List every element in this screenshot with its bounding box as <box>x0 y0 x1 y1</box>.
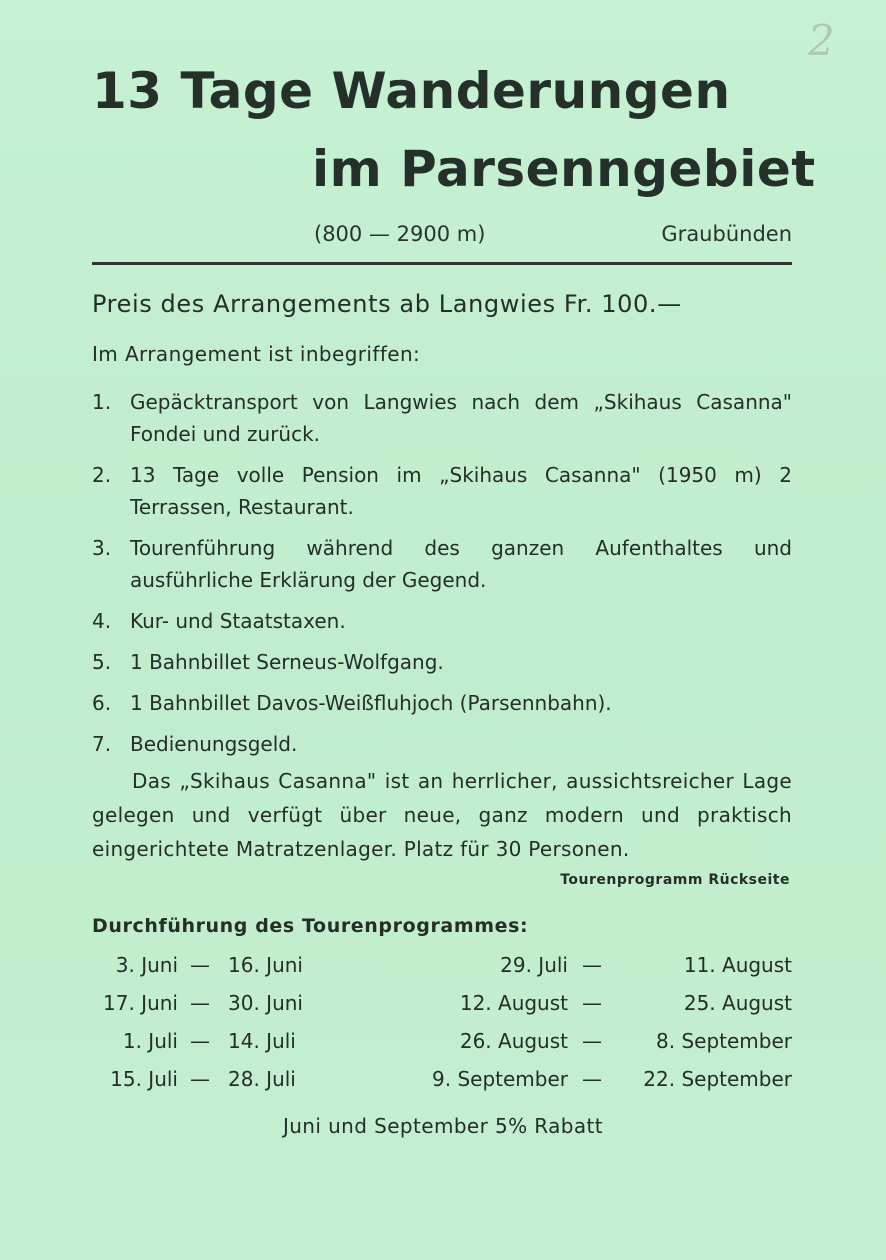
list-item <box>92 459 792 523</box>
price-line: Preis des Arrangements ab Langwies Fr. 100.— <box>92 290 682 318</box>
period-start: 26. August <box>459 1029 568 1053</box>
item-text: Gepäcktransport von Langwies nach dem „Skihaus Casanna" Fondei und zurück. <box>130 390 792 446</box>
item-text: Bedienungsgeld. <box>130 732 298 756</box>
dash: — <box>582 953 602 977</box>
period-end: 11. August <box>683 953 792 977</box>
altitude-range: (800 — 2900 m) <box>314 222 486 246</box>
period-start: 17. Juni <box>103 991 178 1015</box>
period-end: 25. August <box>683 991 792 1015</box>
list-item <box>92 386 792 450</box>
item-number: 3. <box>92 536 112 560</box>
list-item <box>92 605 792 637</box>
item-number: 1. <box>92 390 112 414</box>
dash: — <box>582 1067 602 1091</box>
schedule-row <box>92 1067 792 1105</box>
discount-note: Juni und September 5% Rabatt <box>282 1114 604 1138</box>
list-item <box>92 728 792 760</box>
list-item <box>92 532 792 596</box>
description-paragraph: Das „Skihaus Casanna" ist an herrlicher, aussichtsreicher Lage gelegen und verfügt über neue, ganz modern und praktisch eingerichtete Matratzenlager. Platz für 30 Personen. <box>92 769 792 861</box>
title-line-1: 13 Tage Wanderungen <box>92 62 731 120</box>
schedule-row <box>92 991 792 1029</box>
pencil-page-mark: 2 <box>808 16 835 65</box>
period-end: 14. Juli <box>228 1029 296 1053</box>
schedule-row <box>92 1029 792 1067</box>
title-line-2: im Parsenngebiet <box>312 140 816 198</box>
dash: — <box>190 1029 210 1053</box>
region-label: Graubünden <box>661 222 792 246</box>
period-start: 15. Juli <box>110 1067 178 1091</box>
period-end: 30. Juni <box>228 991 303 1015</box>
item-number: 2. <box>92 463 112 487</box>
period-start: 29. Juli <box>500 953 568 977</box>
schedule-table <box>92 953 792 1105</box>
period-end: 22. September <box>643 1067 792 1091</box>
item-text: 1 Bahnbillet Davos-Weißfluhjoch (Parsennbahn). <box>130 691 612 715</box>
dash: — <box>190 991 210 1015</box>
item-number: 5. <box>92 650 112 674</box>
item-number: 4. <box>92 609 112 633</box>
schedule-row <box>92 953 792 991</box>
item-text: 1 Bahnbillet Serneus-Wolfgang. <box>130 650 444 674</box>
list-item <box>92 646 792 678</box>
dash: — <box>582 1029 602 1053</box>
item-number: 6. <box>92 691 112 715</box>
item-text: Tourenführung während des ganzen Aufenthaltes und ausführliche Erklärung der Gegend. <box>130 536 792 592</box>
list-item <box>92 687 792 719</box>
tour-program-reference: Tourenprogramm Rückseite <box>560 872 790 888</box>
included-list <box>92 386 792 769</box>
dash: — <box>582 991 602 1015</box>
dash: — <box>190 1067 210 1091</box>
period-start: 3. Juni <box>115 953 178 977</box>
period-end: 28. Juli <box>228 1067 296 1091</box>
included-heading: Im Arrangement ist inbegriffen: <box>92 342 421 366</box>
period-end: 16. Juni <box>228 953 303 977</box>
dash: — <box>190 953 210 977</box>
item-text: Kur- und Staatstaxen. <box>130 609 346 633</box>
item-text: 13 Tage volle Pension im „Skihaus Casanna" (1950 m) 2 Terrassen, Restaurant. <box>130 463 792 519</box>
period-start: 12. August <box>459 991 568 1015</box>
period-start: 9. September <box>432 1067 568 1091</box>
period-end: 8. September <box>656 1029 792 1053</box>
header-divider <box>92 262 792 265</box>
schedule-heading: Durchführung des Tourenprogrammes: <box>92 915 529 937</box>
item-number: 7. <box>92 732 112 756</box>
period-start: 1. Juli <box>122 1029 178 1053</box>
